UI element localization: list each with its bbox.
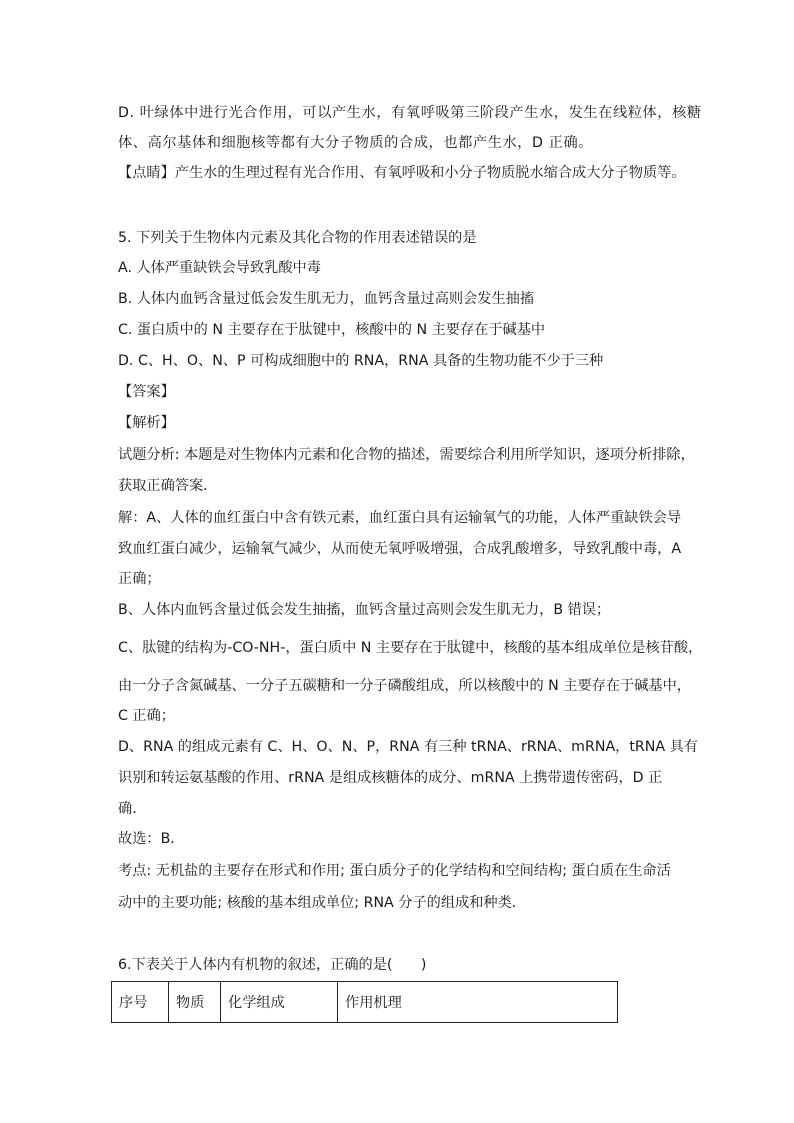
analysis-line: B、人体内血钙含量过低会发生抽搐，血钙含量过高则会发生肌无力，B 错误； <box>118 602 611 618</box>
table-header-row <box>112 982 618 1023</box>
option-d-explanation-line-2: 体、高尔基体和细胞核等都有大分子物质的合成，也都产生水，D 正确。 <box>118 135 594 151</box>
analysis-label: 【解析】 <box>118 415 175 431</box>
analysis-line: 解：A、人体的血红蛋白中含有铁元素，血红蛋白具有运输氧气的功能，人体严重缺铁会导 <box>118 510 682 526</box>
option-d: D. C、H、O、N、P 可构成细胞中的 RNA，RNA 具备的生物功能不少于三种 <box>118 353 604 369</box>
analysis-line: C、肽键的结构为-CO-NH-，蛋白质中 N 主要存在于肽键中，核酸的基本组成单位是核苷酸， <box>118 640 703 656</box>
answer-label: 【答案】 <box>118 384 175 400</box>
analysis-line: 识别和转运氨基酸的作用、rRNA 是组成核糖体的成分、mRNA 上携带遗传密码，D 正 <box>118 770 663 786</box>
option-b: B. 人体内血钙含量过低会发生肌无力，血钙含量过高则会发生抽搐 <box>118 291 535 307</box>
analysis-line: C 正确； <box>118 708 175 724</box>
analysis-line: 考点: 无机盐的主要存在形式和作用; 蛋白质分子的化学结构和空间结构; 蛋白质在生命活 <box>118 863 671 879</box>
analysis-line: 故选：B． <box>118 831 185 847</box>
header-cell-composition: 化学组成 <box>221 982 338 1023</box>
question-stem: 6.下表关于人体内有机物的叙述，正确的是( ) <box>118 957 427 973</box>
organics-table <box>111 981 618 1023</box>
header-cell-mechanism: 作用机理 <box>338 982 618 1023</box>
header-cell-index: 序号 <box>112 982 169 1023</box>
analysis-line: 正确； <box>118 571 161 587</box>
header-cell-substance: 物质 <box>169 982 221 1023</box>
analysis-line: 确． <box>118 801 147 817</box>
option-a: A. 人体严重缺铁会导致乳酸中毒 <box>118 260 321 276</box>
tip-note: 【点睛】产生水的生理过程有光合作用、有氧呼吸和小分子物质脱水缩合成大分子物质等。 <box>118 165 686 181</box>
option-c: C. 蛋白质中的 N 主要存在于肽键中，核酸中的 N 主要存在于碱基中 <box>118 322 546 338</box>
analysis-line: 获取正确答案． <box>118 478 218 494</box>
analysis-line: 动中的主要功能; 核酸的基本组成单位; RNA 分子的组成和种类． <box>118 895 526 911</box>
question-stem: 5. 下列关于生物体内元素及其化合物的作用表述错误的是 <box>118 230 477 246</box>
option-d-explanation-line-1: D. 叶绿体中进行光合作用，可以产生水，有氧呼吸第三阶段产生水，发生在线粒体，核糖 <box>118 105 702 121</box>
analysis-line: 致血红蛋白减少，运输氧气减少，从而使无氧呼吸增强，合成乳酸增多，导致乳酸中毒，A <box>118 541 682 557</box>
analysis-line: 试题分析: 本题是对生物体内元素和化合物的描述，需要综合利用所学知识，逐项分析排除， <box>118 447 695 463</box>
analysis-line: 由一分子含氮碱基、一分子五碳糖和一分子磷酸组成，所以核酸中的 N 主要存在于碱基中， <box>118 678 691 694</box>
analysis-line: D、RNA 的组成元素有 C、H、O、N、P，RNA 有三种 tRNA、rRNA、mRNA，tRNA 具有 <box>118 739 698 755</box>
